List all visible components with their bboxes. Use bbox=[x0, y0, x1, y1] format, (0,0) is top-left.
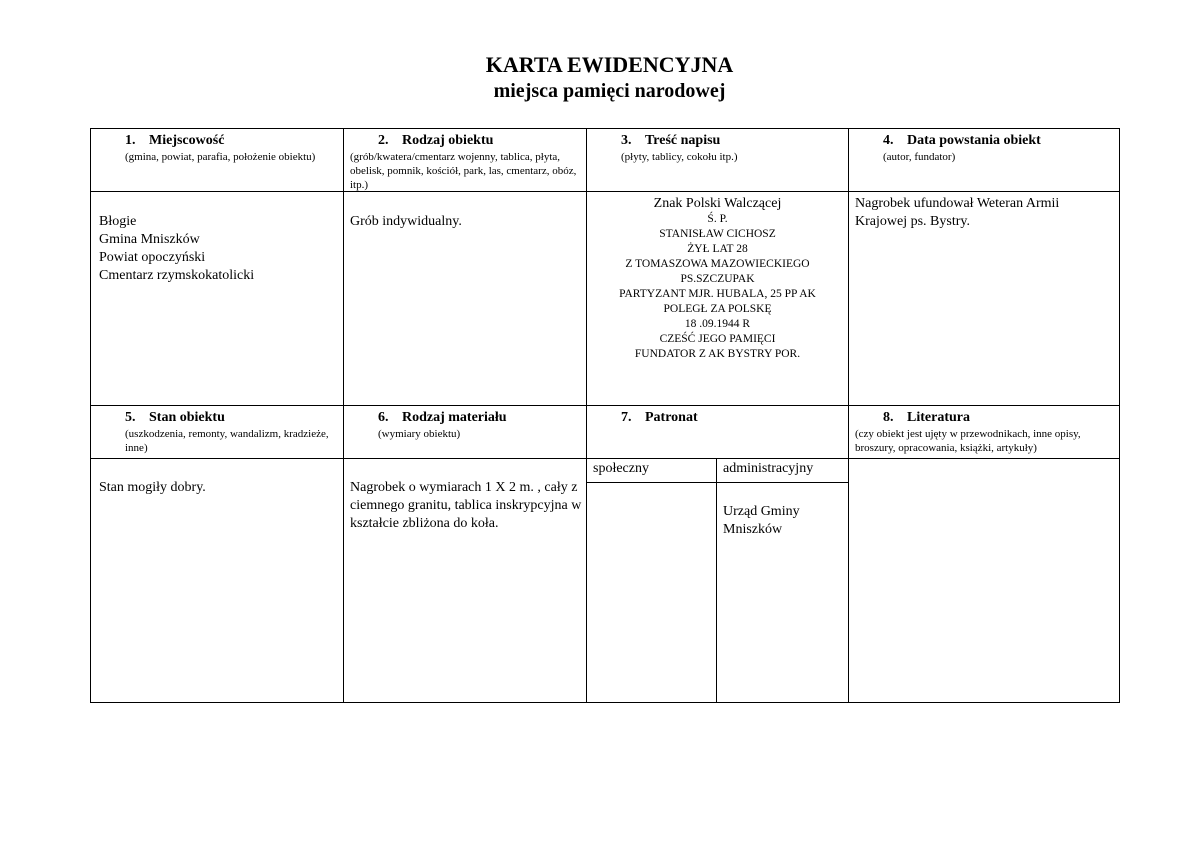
patronage-admin-label: administracyjny bbox=[723, 461, 814, 476]
creation-value: Nagrobek ufundował Weteran Armii Krajowej ps. Bystry. bbox=[855, 196, 1060, 229]
inscription-line: 18 .09.1944 R bbox=[684, 318, 751, 330]
header-number: 4. bbox=[883, 133, 894, 148]
header-label: Literatura bbox=[907, 410, 970, 425]
header-note: (wymiary obiektu) bbox=[378, 428, 461, 440]
location-line: Błogie bbox=[99, 214, 137, 229]
header-note: (czy obiekt jest ujęty w przewodnikach, inne opisy, broszury, opracowania, książki, artykuły) bbox=[855, 428, 1081, 454]
header-number: 6. bbox=[378, 410, 389, 425]
patronage-social-label: społeczny bbox=[593, 461, 649, 476]
document-title: KARTA EWIDENCYJNA bbox=[485, 52, 734, 77]
condition-value: Stan mogiły dobry. bbox=[99, 480, 206, 495]
inscription-value bbox=[587, 195, 848, 362]
inscription-line: PS.SZCZUPAK bbox=[680, 273, 755, 285]
header-number: 7. bbox=[621, 410, 632, 425]
location-line: Gmina Mniszków bbox=[99, 232, 200, 247]
header-note: (gmina, powiat, parafia, położenie obiektu) bbox=[125, 151, 316, 163]
header-cell-material bbox=[344, 406, 586, 458]
header-cell-location bbox=[91, 129, 343, 191]
inscription-line: STANISŁAW CICHOSZ bbox=[659, 228, 776, 240]
header-number: 1. bbox=[125, 133, 136, 148]
header-number: 2. bbox=[378, 133, 389, 148]
header-label: Rodzaj obiektu bbox=[402, 133, 494, 148]
object-type-value: Grób indywidualny. bbox=[350, 214, 462, 229]
header-cell-creation-date bbox=[849, 129, 1119, 191]
header-cell-object-type bbox=[344, 129, 586, 191]
row-divider bbox=[91, 458, 1119, 459]
header-number: 5. bbox=[125, 410, 136, 425]
inscription-line: Ś. P. bbox=[707, 213, 728, 225]
header-label: Patronat bbox=[645, 410, 698, 425]
header-note: (grób/kwatera/cmentarz wojenny, tablica, płyta, obelisk, pomnik, kościół, park, las, cmentarz, obóz, itp.) bbox=[350, 151, 577, 191]
document-subtitle: miejsca pamięci narodowej bbox=[493, 80, 726, 102]
header-label: Miejscowość bbox=[149, 133, 225, 148]
document-title-block bbox=[0, 52, 1199, 104]
inscription-line: POLEGŁ ZA POLSKĘ bbox=[663, 303, 772, 315]
header-cell-literature bbox=[849, 406, 1119, 458]
inscription-line: Z TOMASZOWA MAZOWIECKIEGO bbox=[625, 258, 810, 270]
location-line: Powiat opoczyński bbox=[99, 250, 206, 265]
inscription-line: CZEŚĆ JEGO PAMIĘCI bbox=[659, 333, 776, 345]
header-label: Treść napisu bbox=[645, 133, 721, 148]
patronage-divider bbox=[716, 458, 717, 702]
material-value: Nagrobek o wymiarach 1 X 2 m. , cały z ciemnego granitu, tablica inskrypcyjna w kształcie zbliżona do koła. bbox=[350, 480, 582, 531]
location-line: Cmentarz rzymskokatolicki bbox=[99, 268, 255, 283]
patronage-admin-value: Urząd Gminy Mniszków bbox=[723, 504, 800, 537]
header-note: (uszkodzenia, remonty, wandalizm, kradzieże, inne) bbox=[125, 428, 329, 454]
header-number: 3. bbox=[621, 133, 632, 148]
header-cell-inscription bbox=[587, 129, 848, 191]
header-note: (płyty, tablicy, cokołu itp.) bbox=[621, 151, 738, 163]
inscription-line: ŻYŁ LAT 28 bbox=[687, 243, 748, 255]
header-cell-condition bbox=[91, 406, 343, 458]
row-divider bbox=[91, 191, 1119, 192]
inscription-line: PARTYZANT MJR. HUBALA, 25 PP AK bbox=[619, 288, 816, 300]
inscription-line: FUNDATOR Z AK BYSTRY POR. bbox=[634, 348, 801, 360]
header-cell-patronage bbox=[587, 406, 848, 458]
record-card-table bbox=[90, 128, 1120, 703]
header-label: Data powstania obiekt bbox=[907, 133, 1041, 148]
inscription-line: Znak Polski Walczącej bbox=[653, 196, 782, 211]
header-label: Stan obiektu bbox=[149, 410, 225, 425]
header-label: Rodzaj materiału bbox=[402, 410, 507, 425]
patronage-row-divider bbox=[586, 482, 848, 483]
header-note: (autor, fundator) bbox=[883, 151, 956, 163]
location-value bbox=[99, 213, 339, 285]
header-number: 8. bbox=[883, 410, 894, 425]
